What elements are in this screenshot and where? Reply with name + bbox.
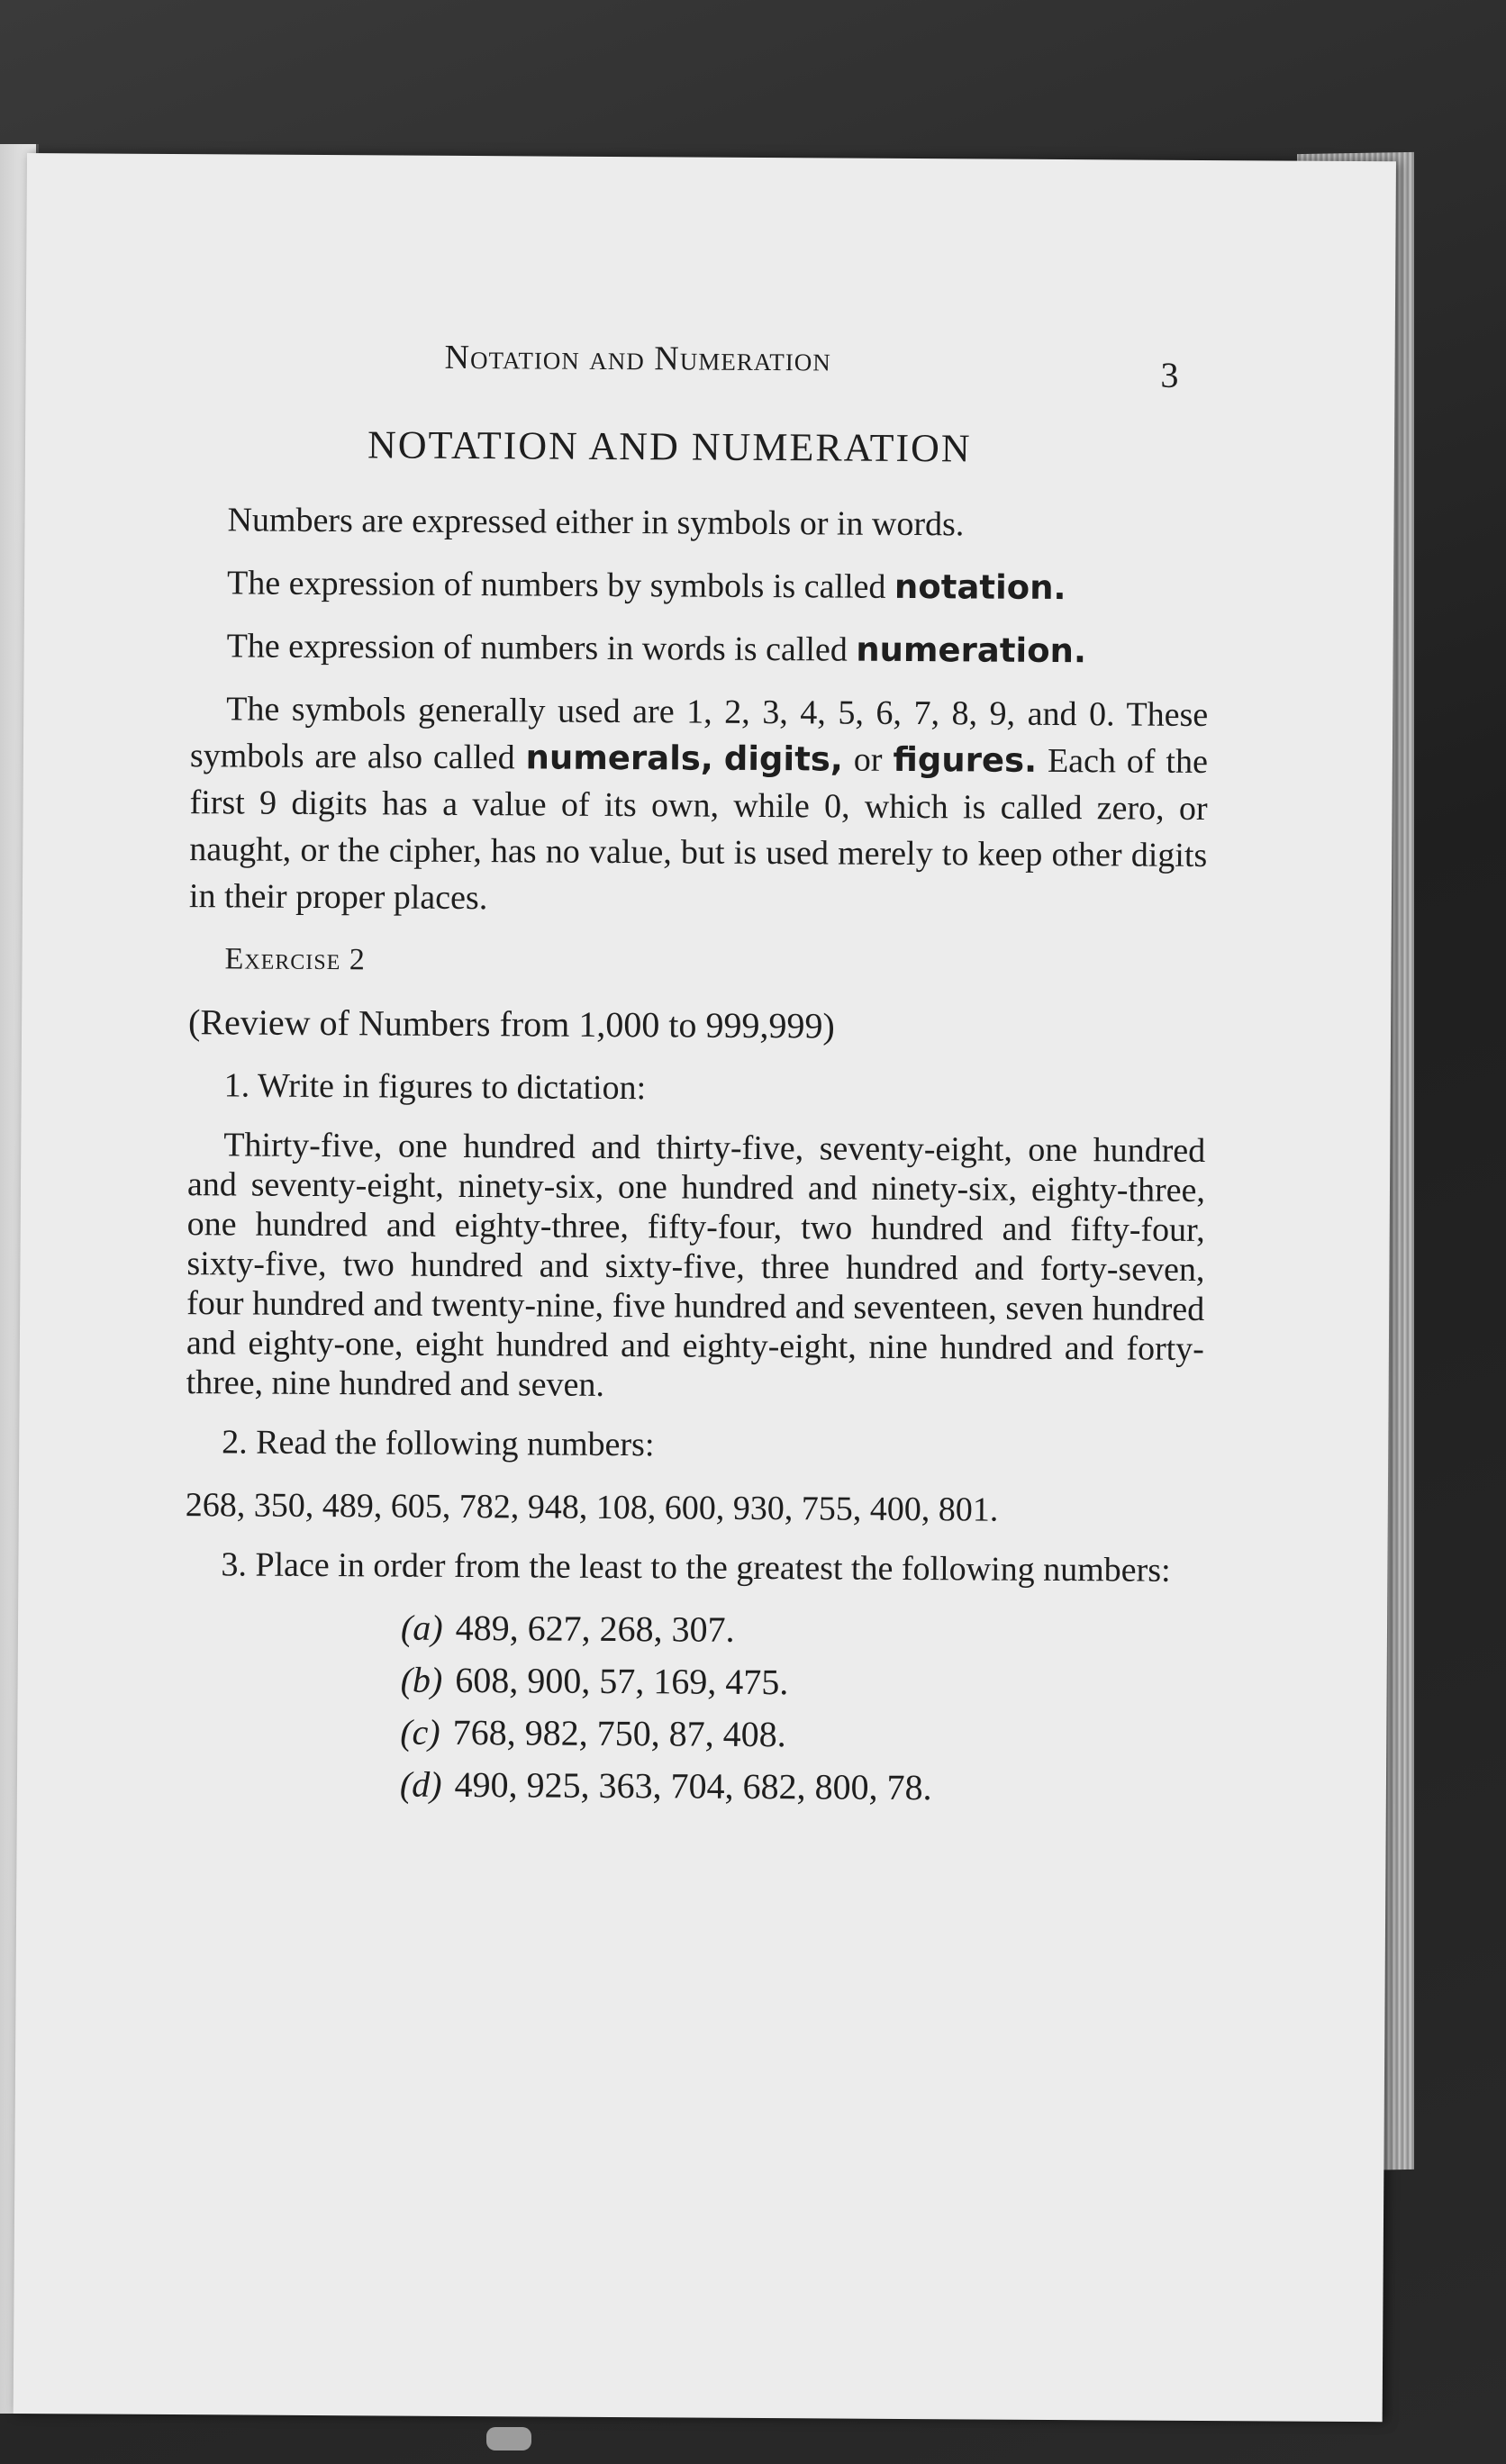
paragraph-notation: The expression of numbers by symbols is called notation. [226,564,1066,608]
paragraph-symbols: The symbols generally used are 1, 2, 3, 4, 5, 6, 7, 8, 9, and 0. These symbols are also called numerals, digits, or figures. Each of the first 9 digits has a value of its own, while 0, which is called zero, or naught, or the cipher, has no value, but is used merely to keep other digits in their proper places. [188,690,1209,918]
paragraph-expressed: Numbers are expressed either in symbols or in words. [227,501,965,544]
book-page [14,153,1396,2422]
section-title: NOTATION AND NUMERATION [367,422,972,471]
question-1-text: Thirty-five, one hundred and thirty-five, seventy-eight, one hundred and seventy-eight, ninety-six, one hundred and ninety-six, eighty-three, one hundred and eighty-three, fifty-four, two hundred and fifty-four, sixty-five, two hundred and sixty-five, three hundred and forty-seven, four hundred and twenty-nine, five hundred and seventeen, seven hundred and eighty-one, eight hundred and eighty-eight, nine hundred and forty-three, nine hundred and seven. [186,1126,1206,1404]
paragraph-numeration: The expression of numbers in words is called numeration. [226,627,1087,671]
term-numeration: numeration. [856,630,1087,671]
list-item: (d) 490, 925, 363, 704, 682, 800, 78. [399,1763,932,1808]
page-number: 3 [1160,354,1179,395]
question-3: 3. Place in order from the least to the greatest the following numbers: [221,1545,1171,1590]
exercise-subtitle: (Review of Numbers from 1,000 to 999,999) [187,1001,835,1046]
running-head: Notation and Numeration [444,338,831,379]
exercise-heading: Exercise 2 [224,942,366,977]
term-figures: figures. [893,739,1038,780]
list-item: (c) 768, 982, 750, 87, 408. [400,1711,786,1755]
list-item: (a) 489, 627, 268, 307. [400,1607,735,1650]
order-list [400,1602,1202,1816]
list-item: (b) 608, 900, 57, 169, 475. [400,1659,789,1703]
page-body [184,496,1210,1816]
term-notation: notation. [894,566,1066,608]
term-numerals: numerals, [525,738,714,778]
question-1: 1. Write in figures to dictation: [223,1066,647,1108]
question-2-numbers: 268, 350, 489, 605, 782, 948, 108, 600, 930, 755, 400, 801. [185,1486,999,1529]
term-digits: digits, [723,738,844,779]
question-2: 2. Read the following numbers: [222,1423,655,1464]
binding-mark [486,2427,531,2450]
